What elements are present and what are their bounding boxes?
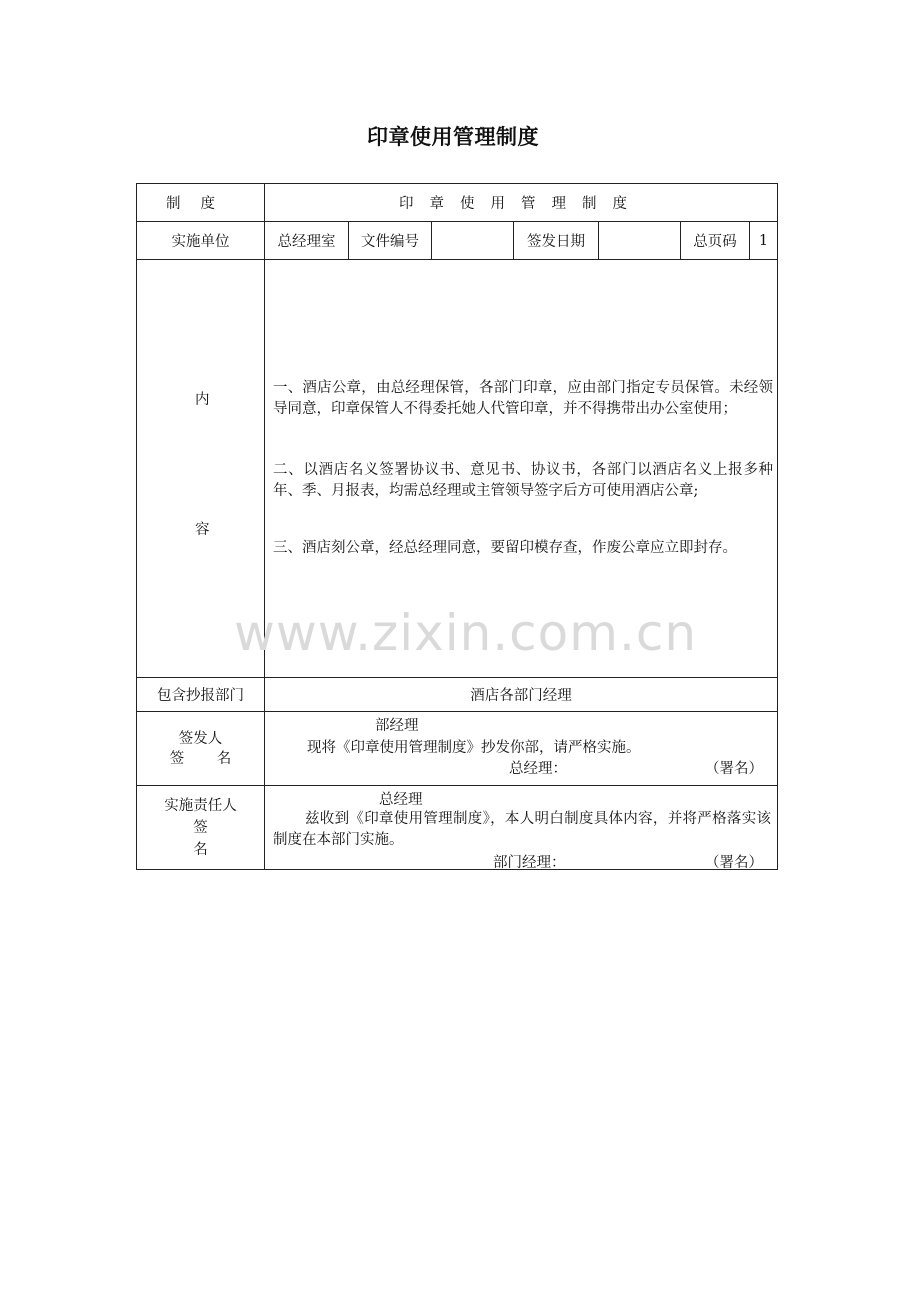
total-pages-label: 总页码 (681, 222, 750, 260)
implementer-addressee: 总经理 (379, 792, 423, 808)
issuer-sign-label: 签 名 (169, 750, 246, 767)
content-body (265, 260, 778, 678)
regulation-value-cell (265, 184, 778, 222)
issuer-label: 签发人 (178, 730, 223, 747)
issuer-row (137, 712, 778, 786)
regulation-value: 印章使用管理制度 (399, 196, 643, 212)
unit-label: 实施单位 (137, 222, 265, 260)
meta-row (137, 222, 778, 260)
implementer-row (137, 786, 778, 870)
total-pages-value: 1 (750, 222, 778, 260)
implementer-label-cell (137, 786, 265, 870)
implementer-signer: 部门经理： (493, 855, 566, 871)
content-label-bottom: 容 (195, 522, 210, 538)
content-paragraph: 三、酒店刻公章，经总经理同意，要留印模存查，作废公章应立即封存。 (273, 540, 737, 556)
cc-value: 酒店各部门经理 (265, 678, 778, 712)
issuer-body: 现将《印章使用管理制度》抄发你部，请严格实施。 (307, 740, 641, 756)
unit-value: 总经理室 (265, 222, 349, 260)
issuer-signer: 总经理： (509, 761, 567, 777)
issue-date-label: 签发日期 (514, 222, 599, 260)
issuer-body-cell (265, 712, 778, 786)
implementer-sign-label: 签 名 (193, 819, 244, 858)
implementer-body: 兹收到《印章使用管理制度》，本人明白制度具体内容，并将严格落实该制度在本部门实施。 (273, 811, 771, 848)
implementer-body-cell (265, 786, 778, 870)
content-paragraph: 二、以酒店名义签署协议书、意见书、协议书，各部门以酒店名义上报多种年、季、月报表，均需总经理或主管领导签字后方可使用酒店公章; (273, 462, 773, 499)
regulation-label: 制度 (166, 196, 235, 212)
doc-no-label: 文件编号 (349, 222, 432, 260)
content-label-top: 内 (195, 392, 210, 408)
regulation-form (136, 183, 778, 870)
issuer-sign-note: （署名） (705, 761, 763, 777)
regulation-row (137, 184, 778, 222)
regulation-label-cell (137, 184, 265, 222)
cc-row (137, 678, 778, 712)
implementer-sign-note: （署名） (705, 855, 763, 871)
implementer-label: 实施责任人 (164, 797, 237, 814)
watermark: www.zixin.com.cn (234, 604, 698, 662)
content-label-cell (137, 260, 265, 678)
issue-date-value (599, 222, 681, 260)
content-row (137, 260, 778, 678)
page-title: 印章使用管理制度 (367, 125, 539, 149)
doc-no-value (432, 222, 514, 260)
issuer-label-cell (137, 712, 265, 786)
content-paragraph: 一、酒店公章，由总经理保管，各部门印章，应由部门指定专员保管。未经领导同意，印章保管人不得委托她人代管印章，并不得携带出办公室使用； (273, 380, 773, 417)
cc-label: 包含抄报部门 (137, 678, 265, 712)
issuer-addressee: 部经理 (375, 718, 419, 734)
